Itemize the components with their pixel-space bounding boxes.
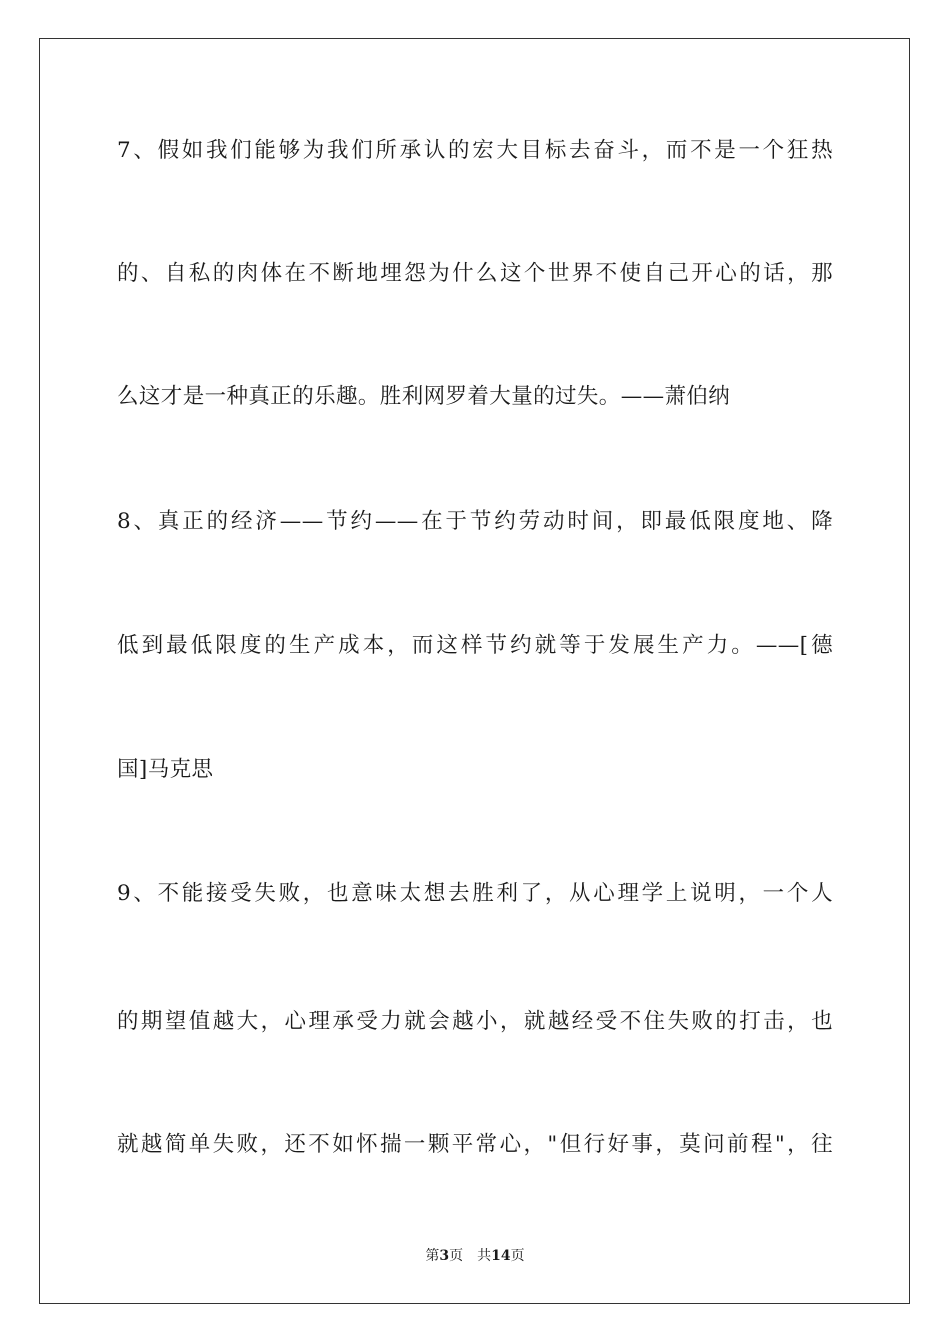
- footer-total-prefix: 共: [477, 1248, 492, 1264]
- page-footer: [0, 1246, 950, 1266]
- paragraph-8-line-3: 国]马克思: [117, 757, 214, 782]
- paragraph-8-line-2: 低到最低限度的生产成本，而这样节约就等于发展生产力。——[德: [117, 633, 833, 658]
- footer-page-number: 3: [439, 1248, 450, 1264]
- footer-total-suffix: 页: [510, 1248, 525, 1264]
- paragraph-9-line-3: 就越简单失败，还不如怀揣一颗平常心，"但行好事，莫问前程"，往: [117, 1132, 833, 1157]
- paragraph-7-line-1: 7、假如我们能够为我们所承认的宏大目标去奋斗，而不是一个狂热: [117, 138, 833, 163]
- paragraph-9-line-2: 的期望值越大，心理承受力就会越小，就越经受不住失败的打击，也: [117, 1009, 833, 1034]
- page-border: [39, 38, 910, 1304]
- paragraph-7-line-3: 么这才是一种真正的乐趣。胜利网罗着大量的过失。——萧伯纳: [117, 384, 731, 409]
- paragraph-9-line-1: 9、不能接受失败，也意味太想去胜利了，从心理学上说明，一个人: [117, 881, 833, 906]
- footer-page-suffix: 页: [449, 1248, 464, 1264]
- footer-total-pages: 14: [491, 1248, 511, 1264]
- footer-page-prefix: 第: [425, 1248, 440, 1264]
- paragraph-8-line-1: 8、真正的经济——节约——在于节约劳动时间，即最低限度地、降: [117, 509, 833, 534]
- paragraph-7-line-2: 的、自私的肉体在不断地埋怨为什么这个世界不使自己开心的话，那: [117, 261, 833, 286]
